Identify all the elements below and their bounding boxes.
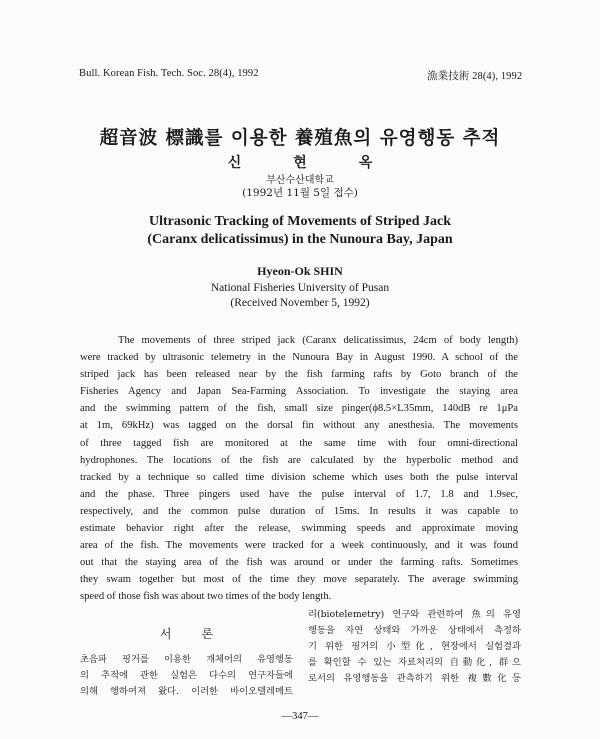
section-heading-introduction — [80, 625, 293, 642]
english-received-date: (Received November 5, 1992) — [230, 297, 370, 309]
running-header-right: 漁業技術 28(4), 1992 — [427, 71, 523, 82]
abstract-line: they swam together but most of the time they move separately. The average swimming — [80, 574, 518, 586]
page-number: —347— — [281, 711, 319, 722]
korean-author-part: 신 — [227, 155, 242, 171]
abstract — [80, 332, 518, 606]
abstract-line: were tracked by ultrasonic telemetry in the Nunoura Bay in August 1990. A school of the — [80, 352, 518, 364]
abstract-line: respectively, and the common pulse duration of 15ms. In results it was capable to — [80, 505, 518, 517]
korean-received-date: (1992년 11월 5일 접수) — [242, 187, 358, 199]
body-line: 행동을 자연 상태와 가까운 상태에서 측정하 — [308, 625, 521, 636]
body-line: 의 추적에 관한 실험은 다수의 연구자들에 — [80, 670, 293, 681]
abstract-line: and the phase. Three pingers used have the pulse interval of 1.7, 1.8 and 1.9sec, — [80, 488, 518, 500]
abstract-line: speed of those fish was about two times of the body length. — [80, 591, 332, 603]
abstract-line: of three tagged fish are monitored at the same time with four omni-directional — [80, 437, 518, 449]
korean-author-part: 현 — [293, 155, 307, 171]
abstract-line: hydrophones. The locations of the fish are calculated by the hyperbolic method and — [80, 454, 518, 466]
korean-author-part: 옥 — [358, 155, 373, 171]
english-title-line-1: Ultrasonic Tracking of Movements of Striped Jack — [148, 214, 451, 229]
abstract-line: out that the staying area of the fish was around or under the farming rafts. Sometimes — [80, 557, 518, 569]
english-affiliation: National Fisheries University of Pusan — [210, 282, 390, 294]
running-header-left: Bull. Korean Fish. Tech. Soc. 28(4), 1992 — [79, 68, 259, 79]
body-right-column — [308, 607, 521, 687]
body-line: 초음파 핑거를 이용한 개체어의 유영행동 — [80, 654, 293, 665]
korean-title: 超音波 標識를 이용한 養殖魚의 유영행동 추적 — [99, 128, 501, 149]
body-line: 로서의 유영행동을 관측하기 위한 複數化등 — [308, 673, 521, 684]
korean-affiliation: 부산수산대학교 — [266, 175, 334, 186]
abstract-line: The movements of three striped jack (Caranx delicatissimus, 24cm of body length) — [118, 335, 518, 346]
abstract-line: area of the fish. The movements were tracked for a week continuously, and it was found — [80, 540, 518, 552]
abstract-line: striped jack has been released near by the fish farming rafts by Goto branch of the — [80, 369, 518, 381]
abstract-line: and the swimming pattern of the fish, small size pinger(ϕ8.5×L35mm, 140dB re 1μPa — [80, 403, 518, 415]
abstract-line: at 1m, 69kHz) was tagged on the dorsal fin without any anesthesia. The movements — [80, 420, 518, 432]
abstract-line: Fisheries Agency and Japan Sea-Farming Association. To investigate the staying area — [80, 386, 518, 398]
abstract-line: tracked by a technique so called time division scheme which uses both the pulse interval — [80, 471, 518, 483]
korean-author — [0, 152, 600, 172]
section-heading-part: 론 — [201, 627, 214, 641]
section-heading-part: 서 — [159, 627, 172, 641]
body-line: 리(biotelemetry) 연구와 관련하여 魚의 유영 — [308, 609, 521, 620]
body-line: 기 위한 핑거의 小型化, 현장에서 실험결과 — [308, 641, 521, 652]
body-left-column — [80, 652, 293, 700]
english-title-line-2: (Caranx delicatissimus) in the Nunoura Bay, Japan — [147, 232, 453, 247]
body-line: 의해 행하여져 왔다. 이러한 바이오텔레메트 — [80, 686, 293, 697]
abstract-line: estimate behavior right after the release, swimming speeds and approximate moving — [80, 523, 518, 535]
body-line: 를 확인할 수 있는 자료처리의 自動化, 群으 — [308, 657, 521, 668]
english-author: Hyeon-Ok SHIN — [257, 264, 343, 278]
